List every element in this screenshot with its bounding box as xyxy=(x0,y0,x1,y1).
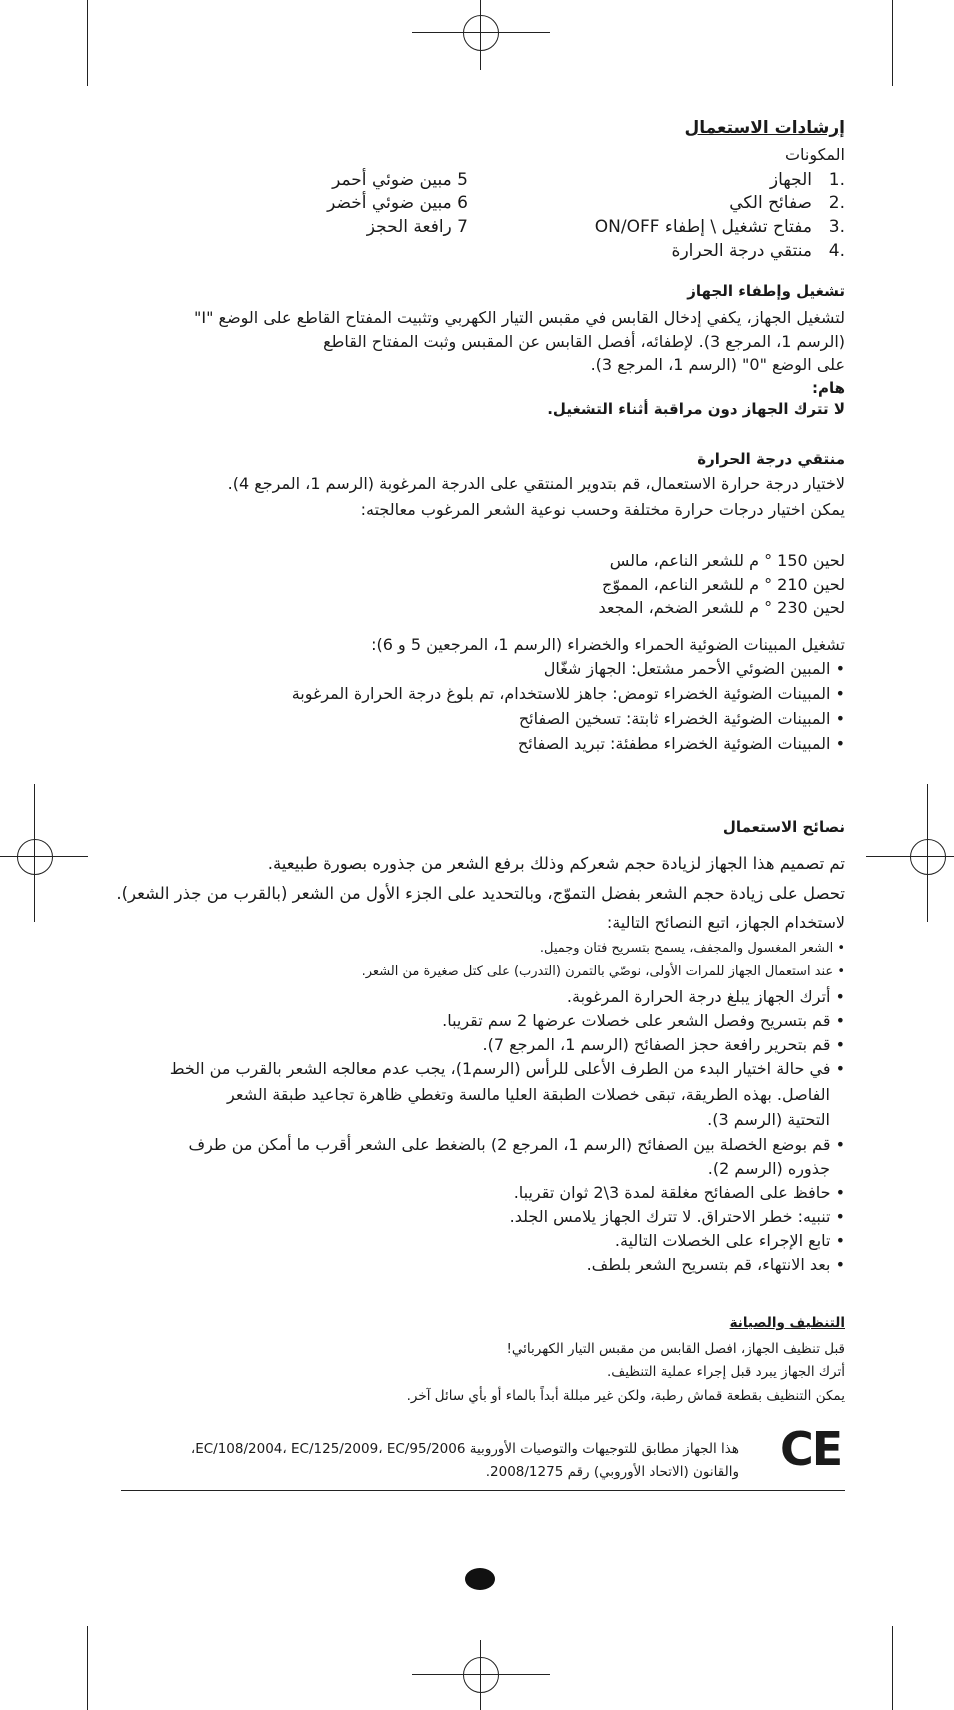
important-label: هام: xyxy=(811,379,845,397)
component-item: مفتاح تشغيل \ إطفاء ON/OFF xyxy=(594,217,812,237)
cleaning-line: قبل تنظيف الجهاز، افصل القابس من مقبس التيار الكهربائي! xyxy=(506,1341,845,1357)
lights-item: • المبينات الضوئية الخضراء ثابتة: تسخين الصفائح xyxy=(518,709,845,728)
instructions-heading: إرشادات الاستعمال xyxy=(684,118,845,138)
component-item: 6 مبين ضوئي أخضر xyxy=(327,193,468,213)
onoff-heading: تشغيل وإطفاء الجهاز xyxy=(687,282,845,300)
component-item: منتقي درجة الحرارة xyxy=(671,241,812,261)
tips-line: تم تصميم هذا الجهاز لزيادة حجم شعركم وذلك برفع الشعر من جذوره بصورة طبيعية. xyxy=(267,854,845,873)
tips-bullet: • بعد الانتهاء، قم بتسريح الشعر بلطف. xyxy=(586,1255,845,1274)
page-marker xyxy=(465,1568,495,1590)
lights-item: • المبينات الضوئية الخضراء تومض: جاهز للاستخدام، تم بلوغ درجة الحرارة المرغوبة xyxy=(291,684,845,703)
onoff-line: (الرسم 1، المرجع 3). لإطفائه، أفصل القابس عن المقبس وثبت المفتاح القاطع xyxy=(323,332,845,351)
compliance-line: هذا الجهاز مطابق للتوجيهات والتوصيات الأوروبية EC/108/2004، EC/125/2009، EC/95/2006، xyxy=(190,1441,739,1457)
lights-item: • المبين الضوئي الأحمر مشتعل: الجهاز شغّال xyxy=(543,659,845,678)
component-num: 3. xyxy=(828,217,845,237)
onoff-line: على الوضع "0" (الرسم 1، المرجع 3). xyxy=(590,355,845,374)
tips-bullet: • قم بتحرير رافعة حجز الصفائح (الرسم 1، المرجع 7). xyxy=(482,1035,845,1054)
warning-text: لا تترك الجهاز دون مراقبة أثناء التشغيل. xyxy=(547,400,845,418)
temperature-setting: لحين 210 ° م للشعر الناعم، المموّج xyxy=(602,575,845,594)
tips-bullet-cont: التحتية (الرسم 3). xyxy=(707,1110,830,1129)
component-num: 1. xyxy=(828,170,845,190)
tips-line: تحصل على زيادة حجم الشعر بفضل التموّج، وبالتحديد على الجزء الأول من الشعر (بالقرب من جذر الشعر). xyxy=(116,884,845,903)
compliance-line: والقانون (الاتحاد الأوروبي) رقم 2008/1275. xyxy=(485,1464,739,1480)
tips-bullet: • قم بوضع الخصلة بين الصفائح (الرسم 1، المرجع 2) بالضغط على الشعر أقرب ما أمكن من طرف xyxy=(188,1135,845,1154)
tips-bullet: • الشعر المغسول والمجفف، يسمح بتسريح فتان وجميل. xyxy=(539,941,845,956)
temperature-heading: منتقي درجة الحرارة xyxy=(697,450,845,468)
tips-bullet: • أترك الجهاز يبلغ درجة الحرارة المرغوبة. xyxy=(566,987,845,1006)
component-num: 4. xyxy=(828,241,845,261)
component-item: 7 رافعة الحجز xyxy=(366,217,468,237)
tips-bullet: • تابع الإجراء على الخصلات التالية. xyxy=(614,1231,845,1250)
component-item: الجهاز xyxy=(769,170,812,190)
tips-bullet: • حافظ على الصفائح مغلقة لمدة 3\2 ثوان تقريبا. xyxy=(513,1183,845,1202)
crop-mark-bottom-left xyxy=(87,1626,88,1710)
cleaning-line: يمكن التنظيف بقطعة قماش رطبة، ولكن غير مبللة أبداً بالماء أو بأي سائل آخر. xyxy=(406,1388,845,1404)
temperature-line: لاختيار درجة حرارة الاستعمال، قم بتدوير المنتقي على الدرجة المرغوبة (الرسم 1، المرجع 4). xyxy=(227,474,845,493)
tips-bullet: • قم بتسريح وفصل الشعر على خصلات عرضها 2 سم تقريبا. xyxy=(442,1011,845,1030)
tips-bullet-cont: جذوره (الرسم 2). xyxy=(707,1159,830,1178)
component-item: صفائح الكي xyxy=(729,193,812,213)
cleaning-heading: التنظيف والصيانة xyxy=(729,1315,845,1331)
crop-mark-top-left xyxy=(87,0,88,86)
tips-bullet-cont: الفاصل. بهذه الطريقة، تبقى خصلات الطبقة العليا مالسة وتغطي ظاهرة تجاعيد طبقة الشعر xyxy=(227,1085,830,1104)
onoff-line: لتشغيل الجهاز، يكفي إدخال القابس في مقبس التيار الكهربي وتثبيت المفتاح القاطع على الوضع "I" xyxy=(194,308,845,327)
temperature-setting: لحين 230 ° م للشعر الضخم، المجعد xyxy=(598,598,845,617)
component-num: 2. xyxy=(828,193,845,213)
ce-mark: CE xyxy=(780,1422,842,1476)
crop-mark-top-right xyxy=(892,0,893,86)
cleaning-line: أترك الجهاز يبرد قبل إجراء عملية التنظيف. xyxy=(606,1364,845,1380)
components-label: المكونات xyxy=(784,145,845,164)
tips-bullet: • تنبيه: خطر الاحتراق. لا تترك الجهاز يلامس الجلد. xyxy=(509,1207,845,1226)
tips-line: لاستخدام الجهاز، اتبع النصائح التالية: xyxy=(606,913,845,932)
component-item: 5 مبين ضوئي أحمر xyxy=(332,170,468,190)
lights-item: • المبينات الضوئية الخضراء مطفئة: تبريد الصفائح xyxy=(517,734,845,753)
footer-divider xyxy=(121,1490,845,1491)
temperature-line: يمكن اختيار درجات حرارة مختلفة وحسب نوعية الشعر المرغوب معالجته: xyxy=(360,500,845,519)
tips-bullet: • عند استعمال الجهاز للمرات الأولى، نوصّي بالتمرن (التدرب) على كتل صغيرة من الشعر. xyxy=(361,964,845,979)
temperature-setting: لحين 150 ° م للشعر الناعم، مالس xyxy=(609,551,845,570)
lights-intro: تشغيل المبينات الضوئية الحمراء والخضراء (الرسم 1، المرجعين 5 و 6): xyxy=(371,635,845,654)
tips-bullet: • في حالة اختيار البدء من الطرف الأعلى للرأس (الرسم1)، يجب عدم معالجه الشعر بالقرب من الخط xyxy=(169,1059,845,1078)
crop-mark-bottom-right xyxy=(892,1626,893,1710)
tips-heading: نصائح الاستعمال xyxy=(722,818,845,836)
